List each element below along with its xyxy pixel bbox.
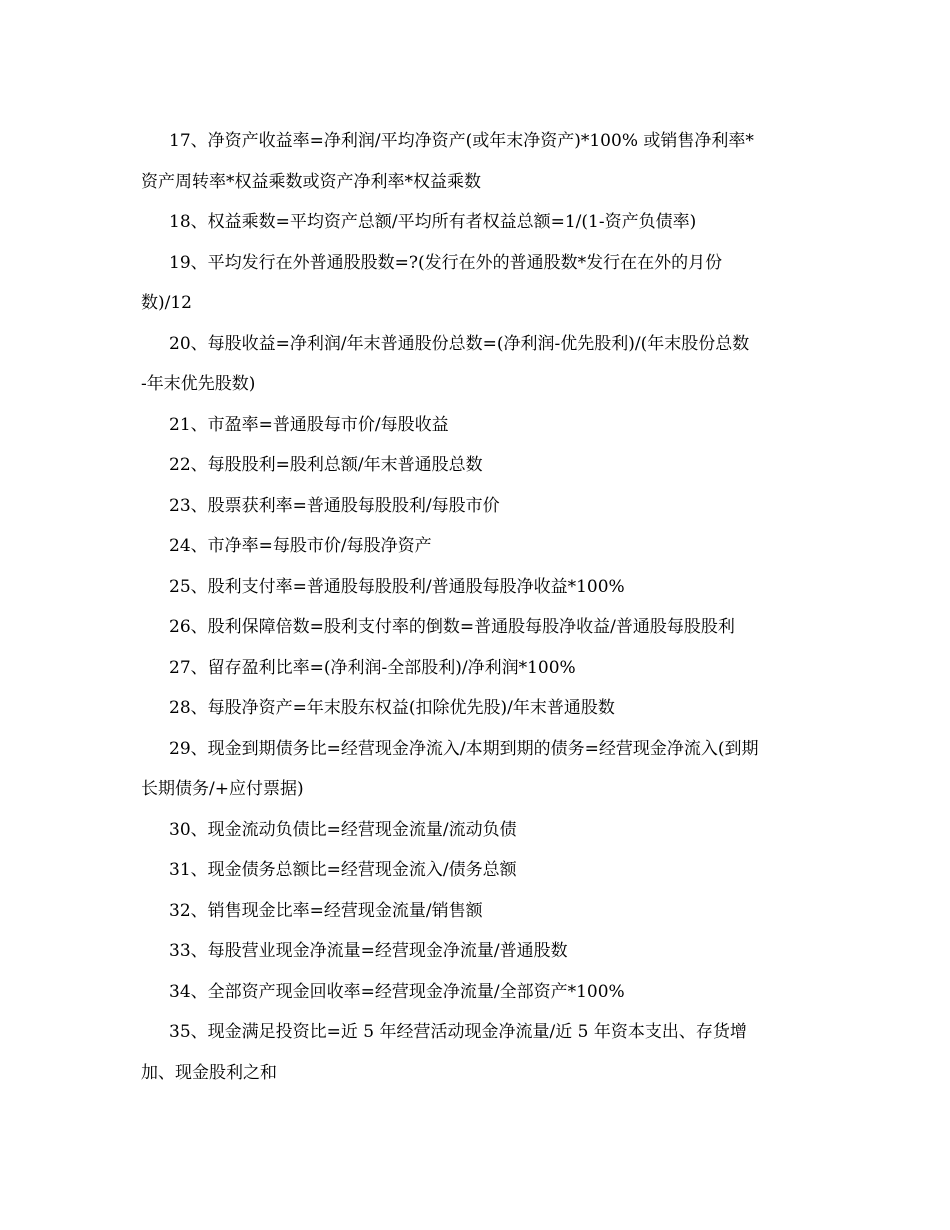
- formula-item: [141, 486, 809, 527]
- formula-line: 20、每股收益=净利润/年末普通股份总数=(净利润-优先股利)/(年末股份总数: [169, 333, 750, 354]
- formula-line: 21、市盈率=普通股每市价/每股收益: [169, 414, 449, 435]
- formula-line: 26、股利保障倍数=股利支付率的倒数=普通股每股净收益/普通股每股股利: [169, 617, 735, 637]
- formula-line: 24、市净率=每股市价/每股净资产: [169, 536, 432, 556]
- formula-continuation-line: 数)/12: [141, 293, 192, 313]
- formula-item: [141, 121, 809, 202]
- formula-item: [141, 526, 809, 567]
- formula-line: 27、留存盈利比率=(净利润-全部股利)/净利润*100%: [169, 657, 576, 678]
- formula-continuation-line: 加、现金股利之和: [141, 1062, 277, 1083]
- formula-line: 22、每股股利=股利总额/年末普通股总数: [169, 455, 483, 475]
- formula-item: [141, 324, 809, 405]
- formula-item: [141, 972, 809, 1013]
- formula-line: 31、现金债务总额比=经营现金流入/债务总额: [169, 860, 517, 880]
- formula-line: 32、销售现金比率=经营现金流量/销售额: [169, 900, 483, 921]
- formula-line: 19、平均发行在外普通股股数=?(发行在外的普通股数*发行在在外的月份: [169, 252, 723, 273]
- formula-item: [141, 405, 809, 446]
- formula-item: [141, 243, 809, 324]
- formula-item: [141, 810, 809, 851]
- formula-item: [141, 729, 809, 810]
- formula-line: 17、净资产收益率=净利润/平均净资产(或年末净资产)*100% 或销售净利率*: [169, 131, 754, 151]
- formula-continuation-line: -年末优先股数): [141, 374, 256, 394]
- formula-item: [141, 850, 809, 891]
- formula-line: 35、现金满足投资比=近 5 年经营活动现金净流量/近 5 年资本支出、存货增: [169, 1022, 747, 1042]
- formula-continuation-line: 长期债务/+应付票据): [141, 779, 304, 799]
- formula-line: 28、每股净资产=年末股东权益(扣除优先股)/年末普通股数: [169, 698, 615, 718]
- formula-line: 25、股利支付率=普通股每股股利/普通股每股净收益*100%: [169, 576, 625, 597]
- formula-line: 33、每股营业现金净流量=经营现金净流量/普通股数: [169, 941, 568, 961]
- formula-line: 18、权益乘数=平均资产总额/平均所有者权益总额=1/(1-资产负债率): [169, 212, 697, 232]
- formula-item: [141, 648, 809, 689]
- formula-item: [141, 931, 809, 972]
- formula-line: 29、现金到期债务比=经营现金净流入/本期到期的债务=经营现金净流入(到期: [169, 738, 759, 759]
- formula-item: [141, 688, 809, 729]
- formula-line: 30、现金流动负债比=经营现金流量/流动负债: [169, 819, 517, 840]
- formula-line: 23、股票获利率=普通股每股股利/每股市价: [169, 495, 500, 516]
- formula-line: 34、全部资产现金回收率=经营现金净流量/全部资产*100%: [169, 981, 625, 1002]
- formula-item: [141, 607, 809, 648]
- formula-item: [141, 891, 809, 932]
- formula-item: [141, 1012, 809, 1093]
- formula-list: [141, 121, 809, 1093]
- formula-item: [141, 567, 809, 608]
- formula-item: [141, 445, 809, 486]
- formula-continuation-line: 资产周转率*权益乘数或资产净利率*权益乘数: [141, 171, 481, 192]
- formula-item: [141, 202, 809, 243]
